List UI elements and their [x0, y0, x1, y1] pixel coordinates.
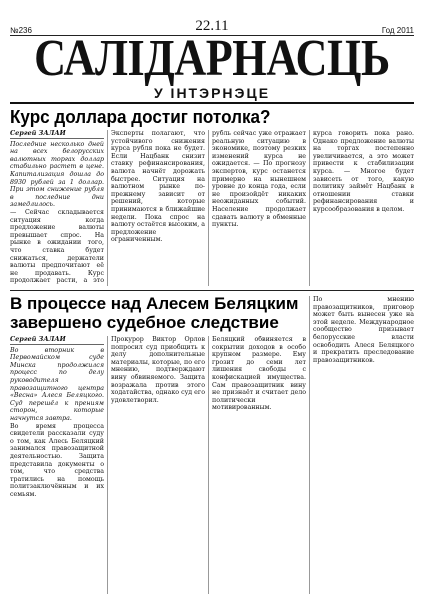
- article2-column-4: По мнению правозащитников, приговор может быть вынесен уже на этой неделе. Международное сообщество призывает белорусские власти освободить Алеся Беляцкого и прекратить преследование правозащитников.: [313, 296, 414, 364]
- article2-text-1: Во время процесса свидетели рассказали суду о том, как Алесь Беляцкий занимался правозащитной деятельностью. Защита представила документы о том, что средства тратились на помощь политзаключённым и их семьям.: [10, 422, 104, 498]
- article1-lead: Последние несколько дней на всех белорусских валютных торгах доллар стабильно растет в цене. Капитализация дошла до 8930 рублей за 1 доллар. При этом снижение рубля в последние дни замедлилось.: [10, 140, 104, 209]
- article1-column-4: курса говорить пока рано. Однако предложение валюты на торгах постепенно увеличивается, а это может привести к стабилизации курса. — Многое будет зависеть от того, какую политику займёт Нацбанк в отношении ставки рефинансирования и курсообразования в целом.: [313, 130, 414, 213]
- article-separator: [10, 290, 414, 291]
- issue-year: Год 2011: [381, 26, 414, 35]
- column-divider: [107, 130, 108, 286]
- masthead: [0, 0, 424, 100]
- article2-column-1: [10, 336, 104, 594]
- column-divider: [107, 336, 108, 594]
- column-divider: [208, 336, 209, 594]
- newspaper-title: САЛІДАРНАСЦЬ: [34, 30, 390, 87]
- article2-lead: Во вторник в Первомайском суде Минска продолжился процесс по делу руководителя правозащитного центра «Весна» Алеся Беляцкого. Суд перешёл к прениям сторон, которые начнутся завтра.: [10, 346, 104, 422]
- issue-number: №236: [10, 26, 32, 35]
- column-divider: [208, 130, 209, 286]
- article1-column-3: рубль сейчас уже отражает реальную ситуацию в экономике, поэтому резких изменений курса не ожидается. — По прогнозу экспертов, курс останется примерно на нынешнем уровне до конца года, если не произойдёт никаких неожиданных событий. Население продолжает сдавать валюту в обменные пункты.: [212, 130, 306, 229]
- article1-headline: Курс доллара достиг потолка?: [10, 107, 271, 127]
- article2-byline: Сергей ЗАЛАЙ: [10, 336, 104, 345]
- article2-headline: В процессе над Алесем Беляцким завершено судебное следствие: [10, 294, 299, 332]
- article1-byline: Сергей ЗАЛАЙ: [10, 130, 104, 139]
- article1-column-1: [10, 130, 104, 286]
- column-divider: [309, 130, 310, 286]
- masthead-bottom-rule: [10, 102, 414, 104]
- article2-column-3: Беляцкий обвиняется в сокрытии доходов в особо крупном размере. Ему грозит до семи лет лишения свободы с конфискацией имущества. Сам правозащитник вину не признаёт и считает дело политически мотивированным.: [212, 336, 306, 412]
- article1-text-1: — Сейчас складывается ситуация когда предложение валюты превышает спрос. На рынке в ожидании того, что ставка будет снижаться, держатели валюты предпочитают её не продавать. Курс продолжает расти, а это: [10, 208, 104, 285]
- issue-date: 22.11: [195, 18, 229, 34]
- article1-column-2: Эксперты полагают, что устойчивого снижения курса рубля пока не будет. Если Нацбанк снизит ставку рефинансирования, валюта начнёт дорожать быстрее. Ситуация на валютном рынке по-прежнему зависит от решений, которые принимаются в ближайшие недели. Пока спрос на валюту остаётся высоким, а предложение ограниченным.: [111, 130, 205, 244]
- newspaper-subtitle: У ІНТЭРНЭЦЕ: [153, 85, 271, 101]
- column-divider: [309, 296, 310, 594]
- article2-column-2: Прокурор Виктор Орлов попросил суд приобщить к делу дополнительные материалы, которые, по его мнению, подтверждают вину обвиняемого. Защита возражала против этого ходатайства, однако суд его удовлетворил.: [111, 336, 205, 404]
